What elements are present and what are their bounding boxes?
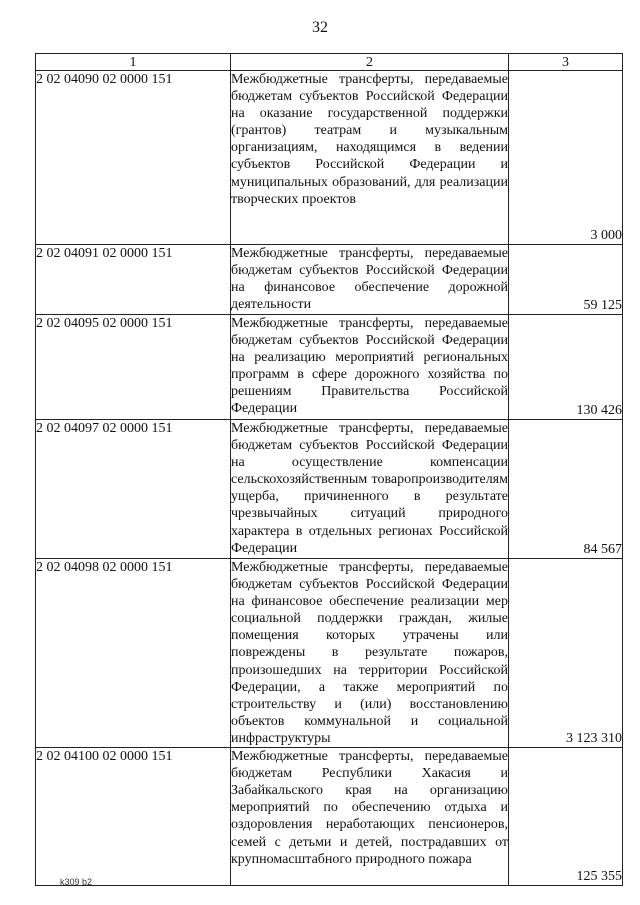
row-description: Межбюджетные трансферты, передаваемые бюджетам субъектов Российской Федерации на осуществление компенсации сельскохозяйственным товаропроизводителям ущерба, причиненного в результате чрезвычайных ситуаций природного характера в отдельных регионах Российской Федерации [231, 420, 509, 559]
row-code: 2 02 04097 02 0000 151 [36, 420, 231, 559]
row-description: Межбюджетные трансферты, передаваемые бюджетам Республики Хакасия и Забайкальского края на организацию мероприятий по обеспечению отдыха и оздоровления неработающих пенсионеров, семей с детьми и детей, пострадавших от крупномасштабного природного пожара [231, 748, 509, 886]
row-code: 2 02 04090 02 0000 151 [36, 71, 231, 245]
table-row [36, 559, 623, 748]
footer-code: k309 b2 [60, 877, 93, 887]
table-row [36, 71, 623, 245]
row-code: 2 02 04098 02 0000 151 [36, 559, 231, 748]
row-description: Межбюджетные трансферты, передаваемые бюджетам субъектов Российской Федерации на оказание государственной поддержки (грантов) театрам и музыкальным организациям, находящимся в ведении субъектов Российской Федерации и муниципальных образований, для реализации творческих проектов [231, 71, 509, 245]
table-row [36, 245, 623, 315]
row-code: 2 02 04091 02 0000 151 [36, 245, 231, 315]
row-description: Межбюджетные трансферты, передаваемые бюджетам субъектов Российской Федерации на финансовое обеспечение реализации мер социальной поддержки граждан, жилые помещения которых утрачены или повреждены в результате пожаров, произошедших на территории Российской Федерации, а также мероприятий по строительству и (или) восстановлению объектов коммунальной и социальной инфраструктуры [231, 560, 508, 746]
page-number: 32 [312, 19, 328, 36]
row-amount: 130 426 [509, 315, 623, 420]
row-code: 2 02 04100 02 0000 151 [36, 748, 231, 886]
table-row [36, 748, 623, 886]
table-header-row [36, 54, 623, 71]
table-row [36, 420, 623, 559]
row-amount: 3 123 310 [509, 559, 623, 748]
budget-table [35, 53, 623, 886]
row-code: 2 02 04095 02 0000 151 [36, 315, 231, 420]
row-amount: 59 125 [509, 245, 623, 315]
column-header-description: 2 [231, 54, 509, 71]
column-header-amount: 3 [509, 54, 623, 71]
table-row [36, 315, 623, 420]
row-amount: 125 355 [509, 748, 623, 886]
row-amount: 3 000 [509, 71, 623, 245]
row-amount: 84 567 [509, 420, 623, 559]
row-description: Межбюджетные трансферты, передаваемые бюджетам субъектов Российской Федерации на финансовое обеспечение дорожной деятельности [231, 245, 509, 315]
row-description: Межбюджетные трансферты, передаваемые бюджетам субъектов Российской Федерации на реализацию мероприятий региональных программ в сфере дорожного хозяйства по решениям Правительства Российской Федерации [231, 315, 509, 420]
column-header-code: 1 [36, 54, 231, 71]
